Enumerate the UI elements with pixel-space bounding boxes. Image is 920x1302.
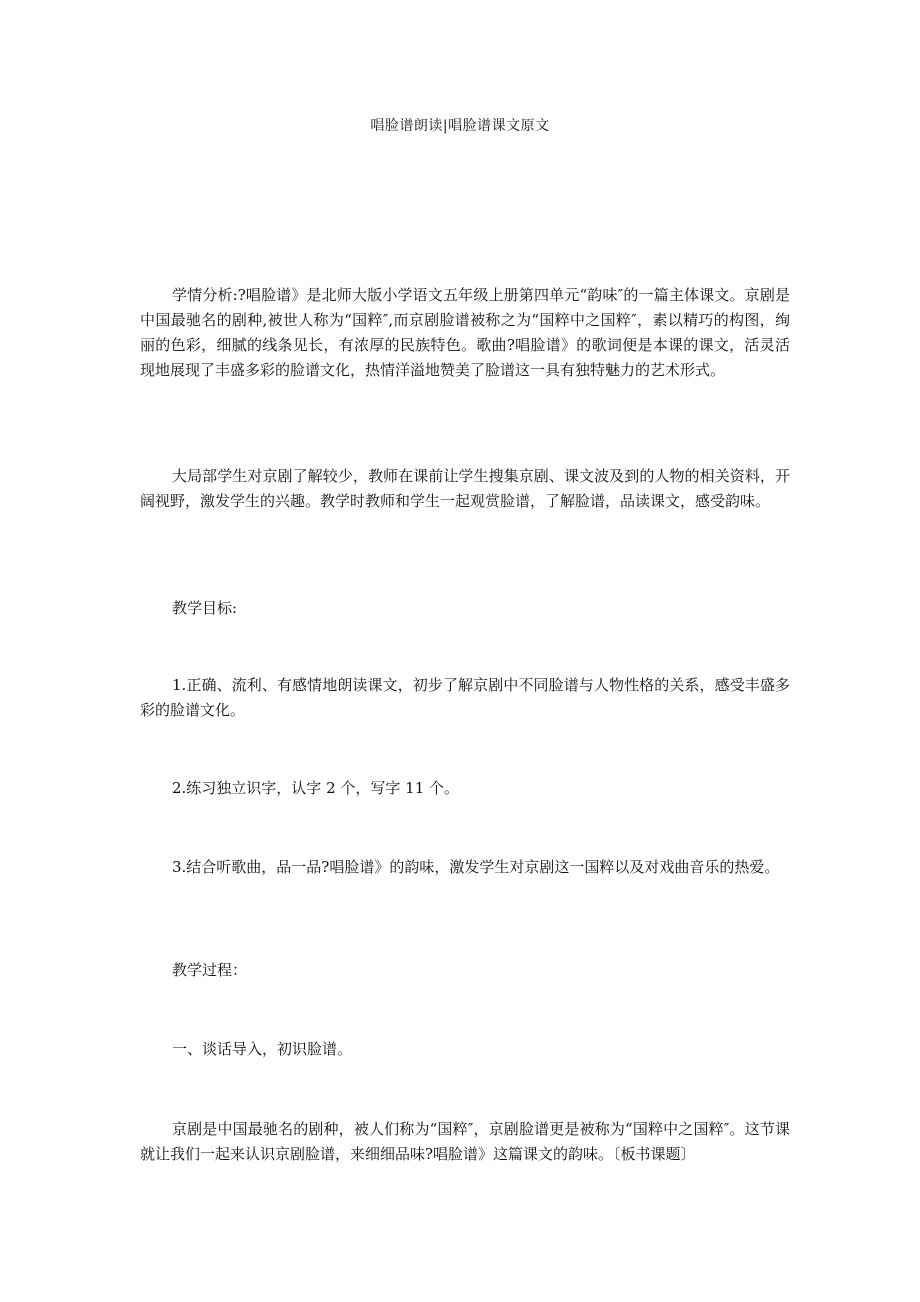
process-step-1-heading: 一、谈话导入，初识脸谱。 [172,1040,353,1058]
goal-item-3: 3.结合听歌曲，品一品?唱脸谱》的韵味，激发学生对京剧这一国粹以及对戏曲音乐的热爱。 [172,858,780,876]
goal-item-1: 1.正确、流利、有感情地朗读课文，初步了解京剧中不同脸谱与人物性格的关系，感受丰盛多彩的脸谱文化。 [140,676,790,719]
paragraph-learning-analysis: 学情分析:?唱脸谱》是北师大版小学语文五年级上册第四单元“韵味″的一篇主体课文。京剧是中国最驰名的剧种,被世人称为“国粹″,而京剧脸谱被称之为“国粹中之国粹″，素以精巧的构图，绚丽的色彩，细腻的线条见长，有浓厚的民族特色。歌曲?唱脸谱》的歌词便是本课的课文，活灵活现地展现了丰盛多彩的脸谱文化，热情洋溢地赞美了脸谱这一具有独特魅力的艺术形式。 [140,286,790,379]
paragraph-introduction: 京剧是中国最驰名的剧种，被人们称为“国粹″，京剧脸谱更是被称为“国粹中之国粹″。这节课就让我们一起来认识京剧脸谱，来细细品味?唱脸谱》这篇课文的韵味。〔板书课题〕 [140,1120,790,1163]
heading-teaching-process: 教学过程： [172,961,248,979]
heading-teaching-goals: 教学目标: [172,599,238,617]
goal-item-2: 2.练习独立识字，认字 2 个，写字 11 个。 [172,779,460,797]
document-title: 唱脸谱朗读|唱脸谱课文原文 [370,118,550,134]
paragraph-student-background: 大局部学生对京剧了解较少，教师在课前让学生搜集京剧、课文波及到的人物的相关资料，开阔视野，激发学生的兴趣。教学时教师和学生一起观赏脸谱，了解脸谱，品读课文，感受韵味。 [140,467,790,510]
